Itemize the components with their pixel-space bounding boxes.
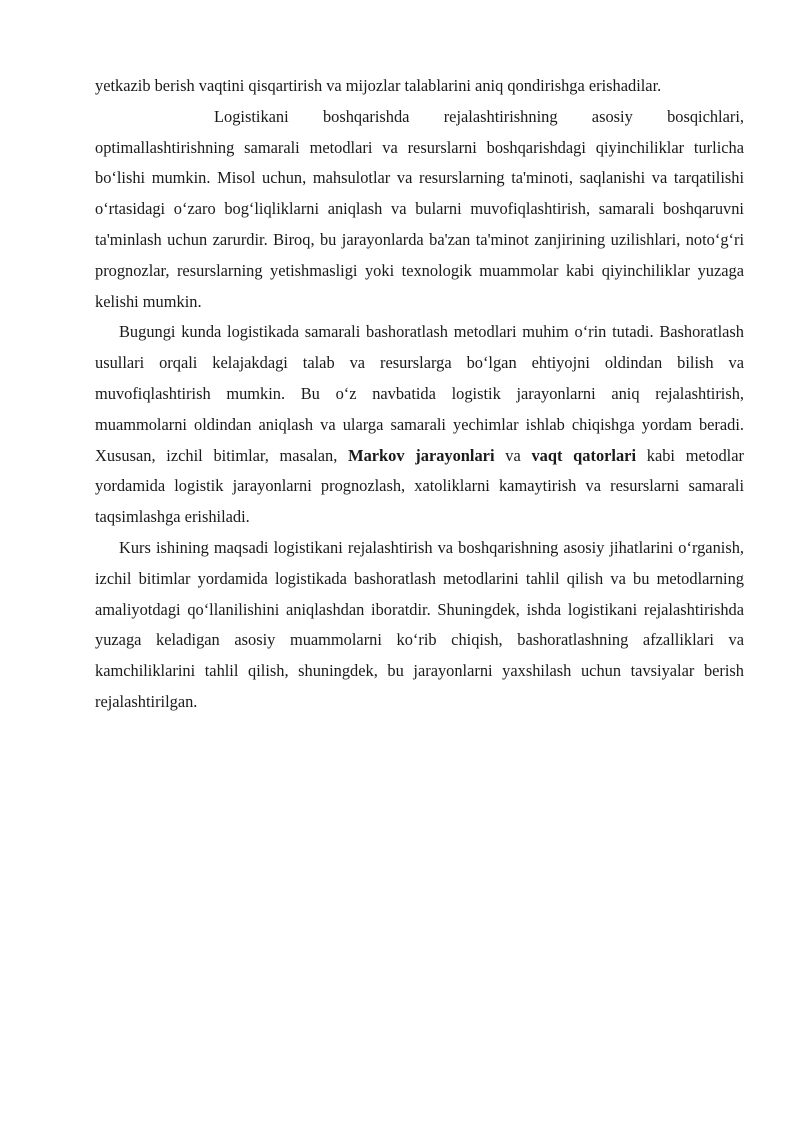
paragraph-course-goal: Kurs ishining maqsadi logistikani rejalashtirish va boshqarishning asosiy jihatlarini o‘rganish, izchil bitimlar yordamida logistikada bashoratlash metodlarini tahlil qilish va bu metodlarning amaliyotdagi qo‘llanilishini aniqlashdan iboratdir. Shuningdek, ishda logistikani rejalashtirishda yuzaga keladigan asosiy muammolarni ko‘rib chiqish, bashoratlashning afzalliklari va kamchiliklarini tahlil qilish, shuningdek, bu jarayonlarni yaxshilash uchun tavsiyalar berish rejalashtirilgan. [95, 537, 744, 711]
paragraph-text: va [494, 445, 532, 465]
paragraph-text: Bugungi kunda logistikada samarali bashoratlash metodlari muhim o‘rin tutadi. Bashoratlash usullari orqali kelajakdagi talab va resurslarga bo‘lgan ehtiyojni oldindan bilish va muvofiqlashtirish mumkin. Bu o‘z navbatida logistik jarayonlarni aniq rejalashtirish, muammolarni oldindan aniqlash va ularga samarali yechimlar ishlab chiqishga yordam beradi. Xususan, izchil bitimlar, masalan, [95, 322, 744, 465]
paragraph-planning-challenges: Logistikani boshqarishda rejalashtirishning asosiy bosqichlari, optimallashtirishning samarali metodlari va resurslarni boshqarishdagi qiyinchiliklar turlicha bo‘lishi mumkin. Misol uchun, mahsulotlar va resurslarning ta'minoti, saqlanishi va tarqatilishi o‘rtasidagi o‘zaro bog‘liqliklarni aniqlash va bularni muvofiqlashtirish, samarali boshqaruvni ta'minlash uchun zarurdir. Biroq, bu jarayonlarda ba'zan ta'minot zanjirining uzilishlari, noto‘g‘ri prognozlar, resurslarning yetishmasligi yoki texnologik muammolar kabi qiyinchiliklar yuzaga kelishi mumkin. [95, 106, 744, 311]
bold-term-time-series: vaqt qatorlari [531, 445, 636, 465]
bold-term-markov: Markov jarayonlari [348, 445, 495, 465]
document-body [95, 71, 744, 718]
paragraph-text: kabi metodlar yordamida logistik jarayonlarni prognozlash, xatoliklarni kamaytirish va resurslarni samarali taqsimlashga erishiladi. [95, 445, 744, 527]
paragraph-forecasting-methods [95, 317, 744, 533]
paragraph-continuation: yetkazib berish vaqtini qisqartirish va mijozlar talablarini aniq qondirishga erishadilar. [95, 76, 662, 95]
